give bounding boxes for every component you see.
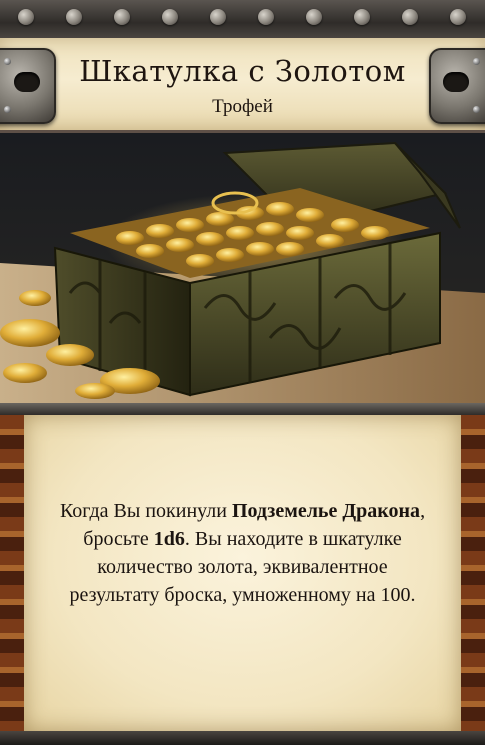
dice-roll: 1d6 — [153, 528, 185, 550]
rules-panel — [24, 415, 461, 731]
title-plate — [0, 38, 485, 133]
top-metal-band — [0, 0, 485, 40]
left-pillar — [0, 415, 24, 745]
card-type: Трофей — [212, 96, 273, 117]
rules-text — [34, 497, 451, 609]
rivet-icon — [450, 9, 466, 25]
rivet-icon — [18, 9, 34, 25]
bottom-metal-bar — [0, 731, 485, 745]
rules-line-3: количество золота, эквивалентное — [97, 556, 388, 578]
rivet-icon — [306, 9, 322, 25]
rivet-icon — [210, 9, 226, 25]
card-title: Шкатулка с Золотом — [79, 54, 406, 88]
rivet-icon — [258, 9, 274, 25]
treasure-chest-illustration — [0, 133, 485, 403]
rivet-icon — [354, 9, 370, 25]
rivet-icon — [402, 9, 418, 25]
rivet-icon — [66, 9, 82, 25]
keyhole-lock-icon — [0, 48, 56, 124]
rules-line-2: бросьте 1d6. Вы находите в шкатулке — [83, 528, 402, 550]
rules-line-4: результату броска, умноженному на 100. — [69, 584, 416, 606]
rivet-icon — [114, 9, 130, 25]
rivet-icon — [162, 9, 178, 25]
dungeon-name: Подземелье Дракона — [231, 500, 421, 522]
frame-top-bar — [0, 403, 485, 415]
rules-line-1: Когда Вы покинули Подземелье Дракона, — [59, 500, 426, 522]
right-pillar — [461, 415, 485, 745]
keyhole-lock-icon — [429, 48, 485, 124]
